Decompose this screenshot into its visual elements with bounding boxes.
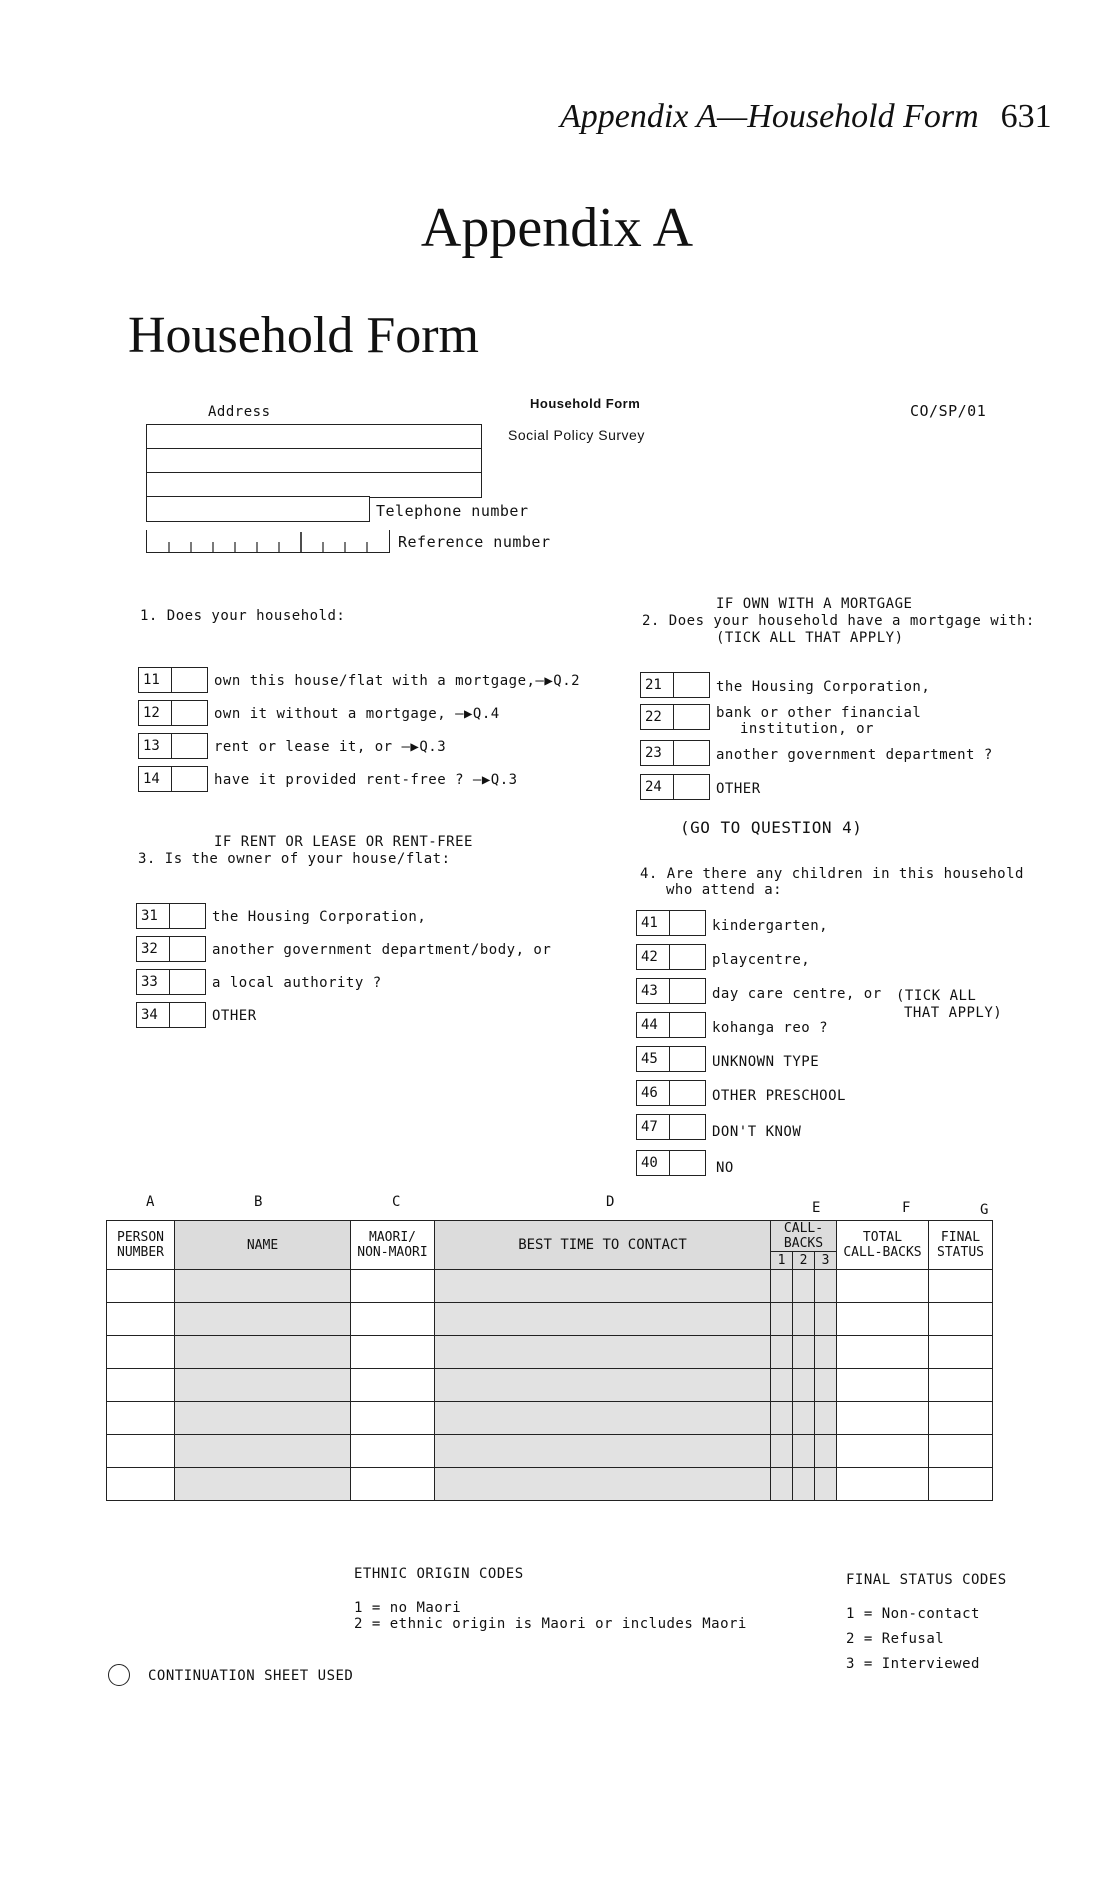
table-row — [107, 1369, 993, 1402]
total-cell[interactable] — [837, 1402, 929, 1435]
option-label: own it without a mortgage, —▶Q.4 — [214, 706, 500, 722]
total-cell[interactable] — [837, 1468, 929, 1501]
person-number-cell[interactable] — [107, 1303, 175, 1336]
final-status-cell[interactable] — [929, 1270, 993, 1303]
call-back-cell[interactable] — [815, 1270, 837, 1303]
continuation-sheet-label: CONTINUATION SHEET USED — [148, 1668, 354, 1684]
call-back-cell[interactable] — [771, 1270, 793, 1303]
best-time-cell[interactable] — [435, 1468, 771, 1501]
code-box: 46 — [636, 1080, 670, 1106]
code-box: 45 — [636, 1046, 670, 1072]
q4-instruction: (TICK ALL — [896, 988, 977, 1004]
call-back-1-header: 1 — [771, 1252, 793, 1270]
running-title: Appendix A—Household Form — [560, 98, 979, 135]
maori-cell[interactable] — [351, 1336, 435, 1369]
person-number-cell[interactable] — [107, 1336, 175, 1369]
call-back-cell[interactable] — [771, 1468, 793, 1501]
option-label: NO — [716, 1160, 734, 1176]
call-back-cell[interactable] — [793, 1336, 815, 1369]
telephone-label: Telephone number — [376, 502, 529, 520]
tick-box[interactable] — [674, 704, 710, 730]
maori-cell[interactable] — [351, 1369, 435, 1402]
code-box: 24 — [640, 774, 674, 800]
tick-box[interactable] — [670, 1080, 706, 1106]
form-name: Household Form — [530, 396, 641, 411]
best-time-cell[interactable] — [435, 1402, 771, 1435]
person-number-cell[interactable] — [107, 1468, 175, 1501]
q4-question: 4. Are there any children in this household — [640, 866, 1024, 882]
best-time-cell[interactable] — [435, 1303, 771, 1336]
person-number-cell[interactable] — [107, 1402, 175, 1435]
code-box: 33 — [136, 969, 170, 995]
option-label: playcentre, — [712, 952, 811, 968]
code-box: 22 — [640, 704, 674, 730]
address-field-line-1[interactable] — [146, 424, 482, 450]
table-row — [107, 1468, 993, 1501]
reference-number-field[interactable] — [146, 530, 390, 553]
table-row — [107, 1435, 993, 1468]
table-row — [107, 1336, 993, 1369]
code-box: 47 — [636, 1114, 670, 1140]
call-back-cell[interactable] — [771, 1369, 793, 1402]
tick-box[interactable] — [172, 700, 208, 726]
address-label: Address — [208, 404, 271, 420]
option-label: own this house/flat with a mortgage,—▶Q.2 — [214, 673, 581, 689]
maori-cell[interactable] — [351, 1468, 435, 1501]
call-backs-header: CALL-BACKS — [771, 1221, 837, 1252]
option-label-cont: institution, or — [740, 721, 874, 737]
option-label: day care centre, or — [712, 986, 882, 1002]
final-status-cell[interactable] — [929, 1369, 993, 1402]
call-back-cell[interactable] — [771, 1336, 793, 1369]
tick-box[interactable] — [670, 1114, 706, 1140]
tick-box[interactable] — [172, 733, 208, 759]
option-label: rent or lease it, or —▶Q.3 — [214, 739, 447, 755]
q2-instruction: (TICK ALL THAT APPLY) — [716, 630, 904, 646]
appendix-title: Appendix A — [420, 197, 694, 259]
name-cell[interactable] — [175, 1303, 351, 1336]
ethnic-codes-title: ETHNIC ORIGIN CODES — [354, 1566, 524, 1582]
tick-box[interactable] — [670, 1046, 706, 1072]
address-field-line-3[interactable] — [146, 472, 482, 498]
final-status-codes-title: FINAL STATUS CODES — [846, 1572, 1007, 1588]
person-number-cell[interactable] — [107, 1435, 175, 1468]
table-row — [107, 1303, 993, 1336]
form-title: Household Form — [128, 307, 479, 364]
tick-box[interactable] — [170, 903, 206, 929]
option-label: the Housing Corporation, — [716, 679, 931, 695]
code-box: 32 — [136, 936, 170, 962]
page-number: 631 — [1000, 98, 1052, 135]
option-label: OTHER — [716, 781, 761, 797]
option-label: another government department ? — [716, 747, 993, 763]
code-box: 43 — [636, 978, 670, 1004]
tick-box[interactable] — [674, 672, 710, 698]
maori-cell[interactable] — [351, 1303, 435, 1336]
final-status-header: FINAL STATUS — [929, 1221, 993, 1270]
name-cell[interactable] — [175, 1336, 351, 1369]
person-number-cell[interactable] — [107, 1369, 175, 1402]
code-box: 12 — [138, 700, 172, 726]
final-status-cell[interactable] — [929, 1468, 993, 1501]
final-status-code-1: 1 = Non-contact — [846, 1606, 980, 1622]
code-box: 34 — [136, 1002, 170, 1028]
best-time-header: BEST TIME TO CONTACT — [435, 1221, 771, 1270]
q4-instruction-cont: THAT APPLY) — [904, 1005, 1003, 1021]
call-back-cell[interactable] — [815, 1336, 837, 1369]
ethnic-code-2: 2 = ethnic origin is Maori or includes Maori — [354, 1616, 747, 1632]
call-back-cell[interactable] — [815, 1402, 837, 1435]
name-cell[interactable] — [175, 1435, 351, 1468]
form-code: CO/SP/01 — [910, 402, 987, 420]
person-number-cell[interactable] — [107, 1270, 175, 1303]
tick-box[interactable] — [170, 969, 206, 995]
option-label: another government department/body, or — [212, 942, 552, 958]
q1-question: 1. Does your household: — [140, 608, 346, 624]
q2-goto: (GO TO QUESTION 4) — [680, 818, 863, 837]
option-label: OTHER — [212, 1008, 257, 1024]
option-label: kohanga reo ? — [712, 1020, 829, 1036]
code-box: 31 — [136, 903, 170, 929]
name-cell[interactable] — [175, 1369, 351, 1402]
final-status-code-3: 3 = Interviewed — [846, 1656, 980, 1672]
tick-box[interactable] — [172, 667, 208, 693]
call-back-cell[interactable] — [793, 1435, 815, 1468]
final-status-cell[interactable] — [929, 1336, 993, 1369]
survey-name: Social Policy Survey — [508, 427, 645, 443]
tick-box[interactable] — [170, 936, 206, 962]
maori-cell[interactable] — [351, 1435, 435, 1468]
tick-box[interactable] — [670, 910, 706, 936]
total-cell[interactable] — [837, 1435, 929, 1468]
final-status-cell[interactable] — [929, 1435, 993, 1468]
tick-box[interactable] — [670, 978, 706, 1004]
reference-label: Reference number — [398, 533, 551, 551]
option-label: have it provided rent-free ? —▶Q.3 — [214, 772, 518, 788]
column-letter-f: F — [902, 1200, 911, 1216]
call-back-cell[interactable] — [771, 1435, 793, 1468]
person-number-header: PERSON NUMBER — [107, 1221, 175, 1270]
best-time-cell[interactable] — [435, 1270, 771, 1303]
final-status-cell[interactable] — [929, 1402, 993, 1435]
option-label: a local authority ? — [212, 975, 382, 991]
ethnic-code-1: 1 = no Maori — [354, 1600, 462, 1616]
code-box: 14 — [138, 766, 172, 792]
total-call-backs-header: TOTAL CALL-BACKS — [837, 1221, 929, 1270]
code-box: 21 — [640, 672, 674, 698]
best-time-cell[interactable] — [435, 1336, 771, 1369]
code-box: 42 — [636, 944, 670, 970]
call-back-cell[interactable] — [793, 1270, 815, 1303]
q3-condition: IF RENT OR LEASE OR RENT-FREE — [214, 834, 473, 850]
total-cell[interactable] — [837, 1336, 929, 1369]
call-back-cell[interactable] — [815, 1369, 837, 1402]
option-label: the Housing Corporation, — [212, 909, 427, 925]
running-head — [560, 98, 1052, 136]
table-row — [107, 1402, 993, 1435]
option-label: kindergarten, — [712, 918, 829, 934]
option-label: DON'T KNOW — [712, 1124, 802, 1140]
code-box: 23 — [640, 740, 674, 766]
call-back-2-header: 2 — [793, 1252, 815, 1270]
option-label: UNKNOWN TYPE — [712, 1054, 820, 1070]
name-header: NAME — [175, 1221, 351, 1270]
maori-cell[interactable] — [351, 1270, 435, 1303]
final-status-cell[interactable] — [929, 1303, 993, 1336]
call-back-cell[interactable] — [771, 1303, 793, 1336]
call-back-cell[interactable] — [793, 1303, 815, 1336]
column-letter-g: G — [980, 1202, 989, 1218]
best-time-cell[interactable] — [435, 1369, 771, 1402]
option-label: bank or other financial — [716, 705, 922, 721]
name-cell[interactable] — [175, 1270, 351, 1303]
tick-box[interactable] — [170, 1002, 206, 1028]
call-back-cell[interactable] — [793, 1369, 815, 1402]
tick-box[interactable] — [674, 740, 710, 766]
tick-box[interactable] — [670, 1150, 706, 1176]
call-back-cell[interactable] — [771, 1402, 793, 1435]
option-label: OTHER PRESCHOOL — [712, 1088, 846, 1104]
call-back-cell[interactable] — [793, 1468, 815, 1501]
q2-question: 2. Does your household have a mortgage with: — [642, 613, 1035, 629]
column-letter-e: E — [812, 1200, 821, 1216]
total-cell[interactable] — [837, 1369, 929, 1402]
address-field-line-2[interactable] — [146, 448, 482, 474]
final-status-code-2: 2 = Refusal — [846, 1631, 945, 1647]
column-letter-c: C — [392, 1194, 401, 1210]
best-time-cell[interactable] — [435, 1435, 771, 1468]
q3-question: 3. Is the owner of your house/flat: — [138, 851, 451, 867]
household-members-table — [106, 1220, 993, 1501]
tick-box[interactable] — [674, 774, 710, 800]
tick-box[interactable] — [670, 944, 706, 970]
table-row — [107, 1270, 993, 1303]
continuation-sheet-checkbox[interactable] — [108, 1664, 130, 1686]
total-cell[interactable] — [837, 1303, 929, 1336]
maori-header: MAORI/ NON-MAORI — [351, 1221, 435, 1270]
maori-cell[interactable] — [351, 1402, 435, 1435]
code-box: 40 — [636, 1150, 670, 1176]
tick-box[interactable] — [670, 1012, 706, 1038]
name-cell[interactable] — [175, 1402, 351, 1435]
q4-question-cont: who attend a: — [666, 882, 783, 898]
name-cell[interactable] — [175, 1468, 351, 1501]
call-back-cell[interactable] — [815, 1468, 837, 1501]
call-back-cell[interactable] — [815, 1303, 837, 1336]
call-back-cell[interactable] — [793, 1402, 815, 1435]
code-box: 44 — [636, 1012, 670, 1038]
code-box: 41 — [636, 910, 670, 936]
column-letter-a: A — [146, 1194, 155, 1210]
tick-box[interactable] — [172, 766, 208, 792]
call-back-3-header: 3 — [815, 1252, 837, 1270]
telephone-field[interactable] — [146, 496, 370, 522]
q2-condition: IF OWN WITH A MORTGAGE — [716, 596, 913, 612]
code-box: 13 — [138, 733, 172, 759]
total-cell[interactable] — [837, 1270, 929, 1303]
column-letter-b: B — [254, 1194, 263, 1210]
code-box: 11 — [138, 667, 172, 693]
call-back-cell[interactable] — [815, 1435, 837, 1468]
column-letter-d: D — [606, 1194, 615, 1210]
